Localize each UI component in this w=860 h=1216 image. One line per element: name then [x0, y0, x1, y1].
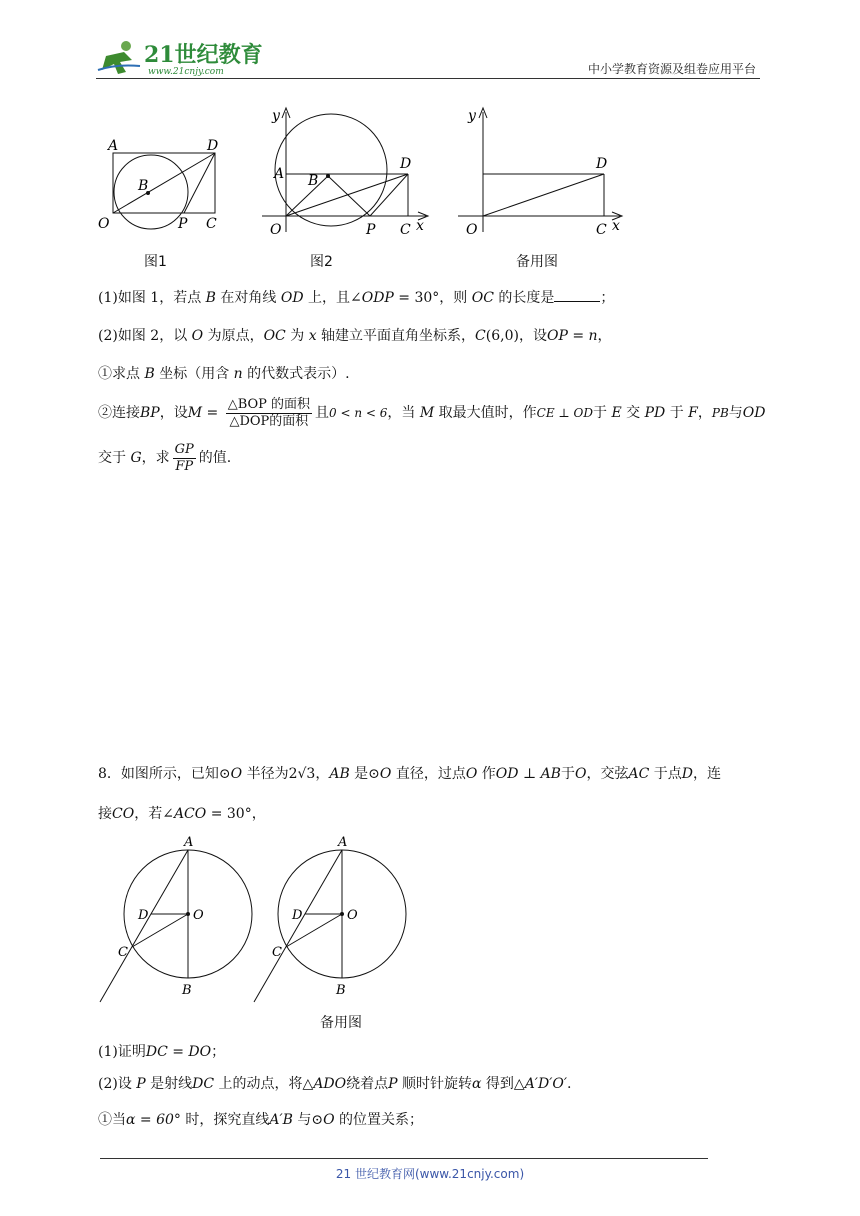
problem7-part1: (1)如图 1，若点 B 在对角线 OD 上，且∠ODP = 30°，则 OC 的长度是 ； — [98, 287, 614, 308]
problem7-sub2-cont: 交于 G，求 $\frac{GP}{FP}$ 的值. — [98, 441, 232, 474]
svg-text:A: A — [108, 138, 119, 154]
figure-2 — [258, 104, 438, 240]
svg-text:A: A — [338, 835, 348, 850]
problem7-sub2: ②连接BP，设M = $\frac{\text{△BOP 的面积}}{\text{△DOP的面积}}$ 且0 < n < 6，当 M 取最大值时，作CE ⊥ OD于 E 交 PD 于 F，PB与OD — [98, 396, 766, 429]
problem8-figure — [96, 834, 256, 1006]
svg-text:y: y — [468, 108, 476, 124]
runner-logo-icon — [98, 41, 140, 74]
svg-text:D: D — [596, 156, 608, 172]
problem8-part2: (2)设 P 是射线DC 上的动点，将△ADO绕着点P 顺时针旋转α 得到△A′D′O′. — [98, 1076, 572, 1092]
svg-text:C: C — [206, 216, 217, 232]
svg-text:y: y — [272, 108, 280, 124]
svg-text:O: O — [193, 908, 204, 923]
svg-text:C: C — [596, 222, 607, 238]
logo-url: www.21cnjy.com — [148, 67, 224, 77]
svg-text:O: O — [466, 222, 478, 238]
site-logo — [96, 36, 266, 80]
svg-text:D: D — [292, 908, 303, 923]
problem7-part2: (2)如图 2，以 O 为原点，OC 为 x 轴建立平面直角坐标系，C(6,0)，设OP = n， — [98, 328, 612, 344]
svg-text:P: P — [178, 216, 188, 232]
svg-text:D: D — [207, 138, 219, 154]
svg-text:x: x — [416, 218, 424, 234]
footer-link[interactable]: 21 世纪教育网(www.21cnjy.com) — [335, 1167, 525, 1181]
footer-divider — [100, 1158, 708, 1159]
svg-text:B: B — [336, 983, 346, 998]
problem8-figure-caption: 备用图 — [320, 1015, 362, 1031]
figure-1 — [96, 130, 236, 240]
problem8-spare-figure — [248, 834, 412, 1006]
svg-text:P: P — [366, 222, 376, 238]
area-ratio-fraction: $\frac{\text{△BOP 的面积}}{\text{△DOP的面积}}$ — [227, 396, 311, 429]
header-divider — [96, 78, 760, 79]
svg-text:B: B — [308, 173, 319, 189]
svg-text:C: C — [118, 945, 128, 960]
svg-text:B: B — [138, 178, 149, 194]
svg-text:O: O — [347, 908, 358, 923]
svg-text:C: C — [272, 945, 282, 960]
logo-text: 21世纪教育 — [144, 42, 263, 68]
svg-text:D: D — [400, 156, 412, 172]
svg-text:A: A — [274, 166, 285, 182]
figure-1-caption: 图1 — [144, 254, 167, 270]
problem8-sub1: ①当α = 60° 时，探究直线A′B 与⊙O 的位置关系； — [98, 1112, 424, 1128]
svg-text:O: O — [98, 216, 110, 232]
svg-text:D: D — [138, 908, 149, 923]
figure-2-caption: 图2 — [310, 254, 333, 270]
gp-fp-fraction: $\frac{GP}{FP}$ — [174, 441, 194, 474]
svg-text:O: O — [270, 222, 282, 238]
answer-blank[interactable] — [554, 287, 600, 302]
svg-text:x: x — [612, 218, 620, 234]
problem8-statement-line1: 8．如图所示，已知⊙O 半径为2√3，AB 是⊙O 直径，过点O 作OD ⊥ AB于O，交弦AC 于点D，连 — [98, 766, 721, 782]
header-platform-title: 中小学教育资源及组卷应用平台 — [587, 62, 756, 76]
problem7-sub1: ①求点 B 坐标（用含 n 的代数式表示）. — [98, 366, 350, 382]
svg-text:A: A — [184, 835, 194, 850]
problem8-part1: (1)证明DC = DO； — [98, 1044, 226, 1060]
svg-text:B: B — [182, 983, 192, 998]
svg-text:C: C — [400, 222, 411, 238]
problem8-statement-line2: 接CO，若∠ACO = 30°， — [98, 806, 266, 822]
figure-3-caption: 备用图 — [516, 254, 558, 270]
figure-3-spare — [456, 104, 632, 240]
